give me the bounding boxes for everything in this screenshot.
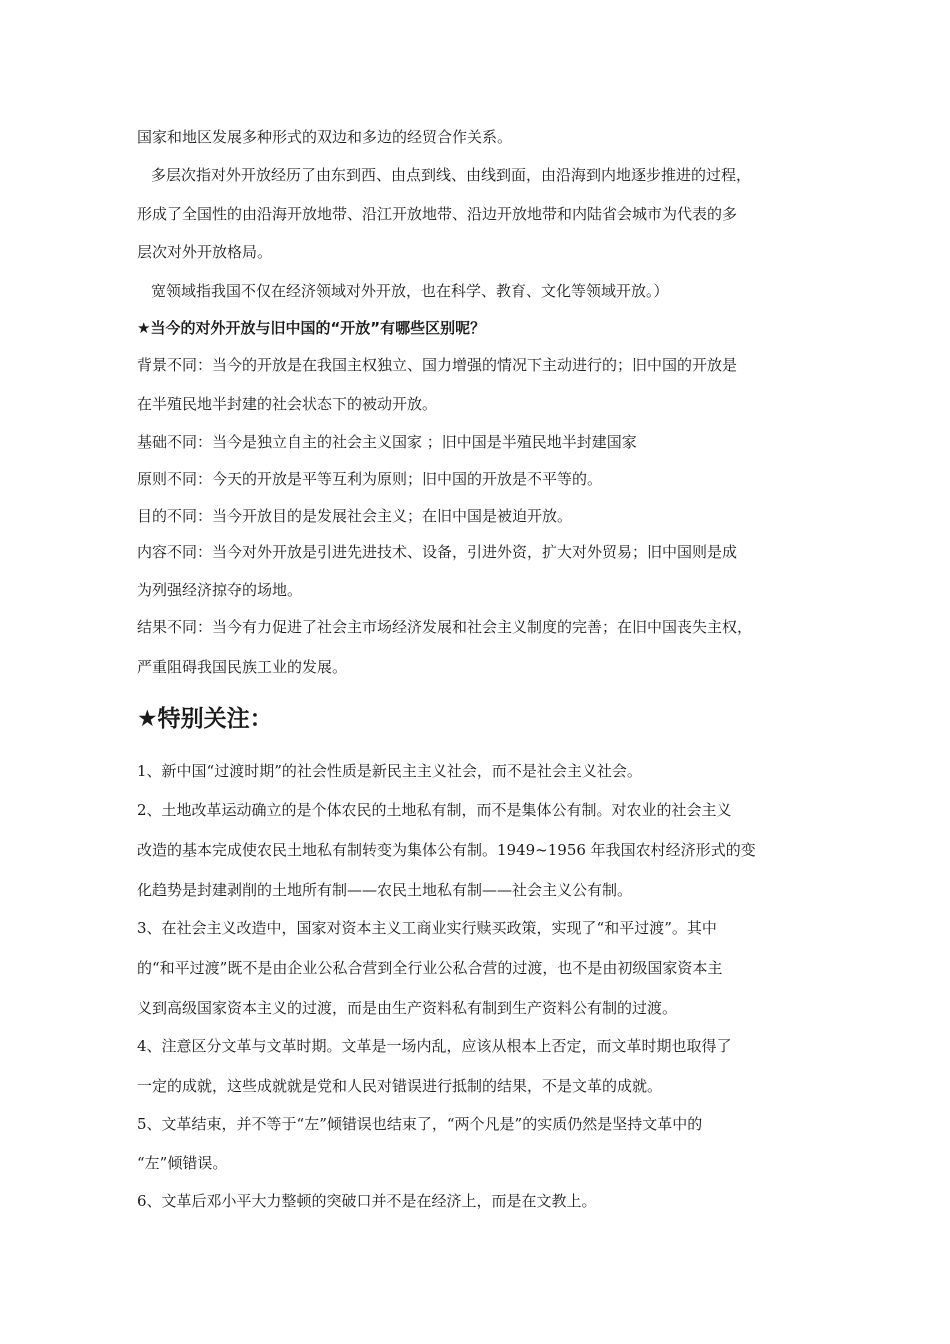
list-item: 6、文革后邓小平大力整顿的突破口并不是在经济上，而是在文教上。 (137, 1192, 597, 1210)
text-line: 为列强经济掠夺的场地。 (137, 581, 303, 599)
text-line: 严重阻碍我国民族工业的发展。 (137, 658, 348, 676)
list-item: 1、新中国“过渡时期”的社会性质是新民主主义社会，而不是社会主义社会。 (137, 762, 642, 780)
text-line: 结果不同：当今有力促进了社会主市场经济发展和社会主义制度的完善；在旧中国丧失主权， (137, 618, 753, 636)
text-line: 宽领域指我国不仅在经济领域对外开放，也在科学、教育、文化等领域开放。） (151, 282, 669, 300)
list-item-continued: 化趋势是封建剥削的土地所有制——农民土地私有制——社会主义公有制。 (137, 881, 633, 899)
list-item: 4、注意区分文革与文革时期。文革是一场内乱，应该从根本上否定，而文革时期也取得了 (137, 1037, 732, 1055)
text-line: 背景不同：当今的开放是在我国主权独立、国力增强的情况下主动进行的；旧中国的开放是 (137, 356, 738, 374)
text-line: 目的不同：当今开放目的是发展社会主义；在旧中国是被迫开放。 (137, 507, 573, 525)
list-item-continued: 的“和平过渡”既不是由企业公私合营到全行业公私合营的过渡，也不是由初级国家资本主 (137, 959, 723, 977)
list-item-continued: 义到高级国家资本主义的过渡，而是由生产资料私有制到生产资料公有制的过渡。 (137, 999, 678, 1017)
section-question: ★当今的对外开放与旧中国的“开放”有哪些区别呢？ (137, 319, 486, 337)
list-item-continued: 改造的基本完成使农民土地私有制转变为集体公有制。1949~1956 年我国农村经济形式的变 (137, 841, 756, 859)
list-item: 2、土地改革运动确立的是个体农民的土地私有制，而不是集体公有制。对农业的社会主义 (137, 801, 732, 819)
list-item: 5、文革结束，并不等于“左”倾错误也结束了，“两个凡是”的实质仍然是坚持文革中的 (137, 1115, 703, 1133)
list-item-continued: 一定的成就，这些成就就是党和人民对错误进行抵制的结果，不是文革的成就。 (137, 1077, 663, 1095)
text-line: 内容不同：当今对外开放是引进先进技术、设备，引进外资，扩大对外贸易；旧中国则是成 (137, 543, 738, 561)
text-line: 层次对外开放格局。 (137, 243, 273, 261)
text-line: 多层次指对外开放经历了由东到西、由点到线、由线到面，由沿海到内地逐步推进的过程， (151, 166, 752, 184)
section-heading: ★特别关注： (137, 706, 273, 732)
text-line: 基础不同：当今是独立自主的社会主义国家 ；旧中国是半殖民地半封建国家 (137, 433, 637, 451)
text-line: 在半殖民地半封建的社会状态下的被动开放。 (137, 395, 438, 413)
text-line: 国家和地区发展多种形式的双边和多边的经贸合作关系。 (137, 128, 513, 146)
text-line: 形成了全国性的由沿海开放地带、沿江开放地带、沿边开放地带和内陆省会城市为代表的多 (137, 205, 738, 223)
list-item: 3、在社会主义改造中，国家对资本主义工商业实行赎买政策，实现了“和平过渡”。其中 (137, 919, 717, 937)
list-item-continued: “左”倾错误。 (137, 1154, 228, 1172)
text-line: 原则不同：今天的开放是平等互利为原则；旧中国的开放是不平等的。 (137, 470, 603, 488)
